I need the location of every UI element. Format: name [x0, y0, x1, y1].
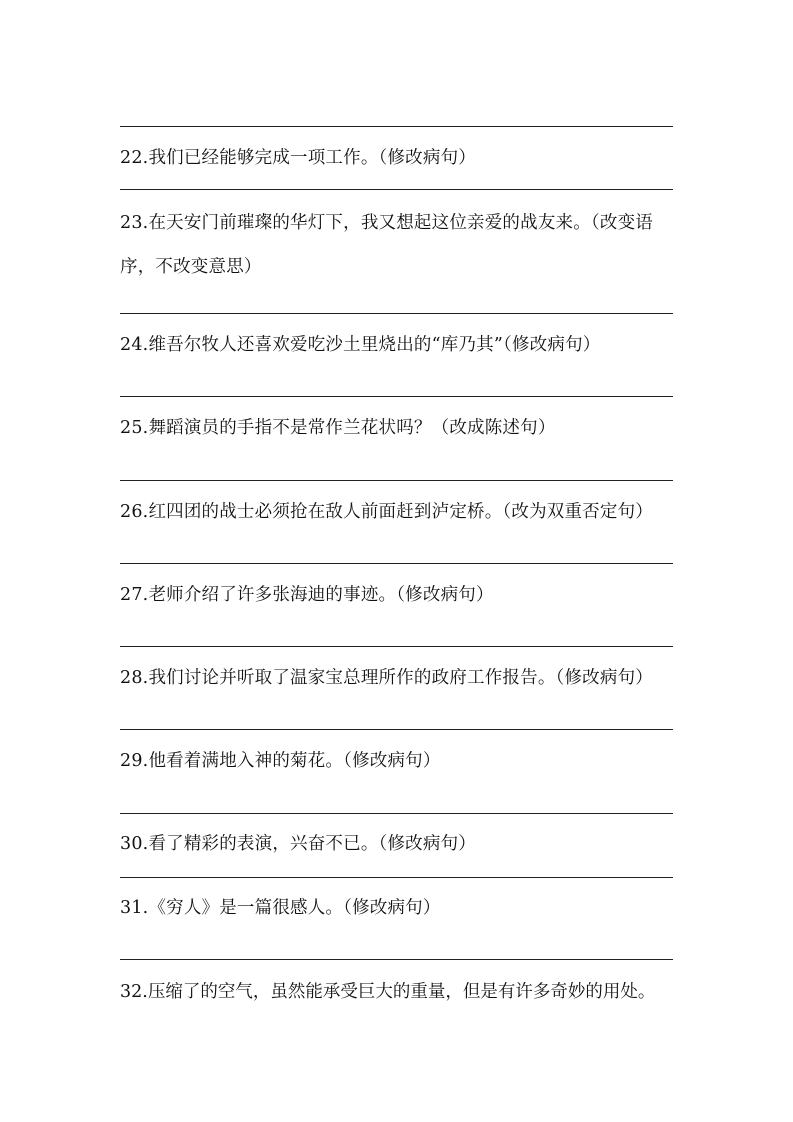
answer-line — [120, 813, 673, 814]
answer-line — [120, 959, 673, 960]
question-23 — [120, 201, 676, 289]
question-text: 老师介绍了许多张海迪的事迹。（修改病句） — [148, 585, 494, 605]
question-text: 我们讨论并听取了温家宝总理所作的政府工作报告。（修改病句） — [148, 668, 653, 688]
question-29 — [120, 741, 676, 781]
question-text: 维吾尔牧人还喜欢爱吃沙土里烧出的“库乃其”（修改病句） — [148, 335, 601, 355]
answer-line — [120, 877, 673, 878]
question-number: 29. — [120, 751, 149, 771]
question-text: 看了精彩的表演，兴奋不已。（修改病句） — [148, 834, 476, 854]
question-28 — [120, 658, 676, 698]
answer-line — [120, 189, 673, 190]
question-number: 22. — [120, 148, 149, 168]
question-number: 27. — [120, 585, 149, 605]
question-24 — [120, 325, 676, 365]
answer-line — [120, 126, 673, 127]
question-25 — [120, 408, 676, 448]
question-text: 他看着满地入神的菊花。（修改病句） — [148, 751, 441, 771]
question-32 — [120, 972, 676, 1012]
question-number: 26. — [120, 502, 149, 522]
answer-line — [120, 480, 673, 481]
question-text: 舞蹈演员的手指不是常作兰花状吗？（改成陈述句） — [148, 418, 556, 438]
question-number: 28. — [120, 668, 149, 688]
question-number: 25. — [120, 418, 149, 438]
question-text: 红四团的战士必须抢在敌人前面赶到泸定桥。（改为双重否定句） — [148, 502, 653, 522]
question-number: 24. — [120, 335, 149, 355]
answer-line — [120, 563, 673, 564]
question-number: 32. — [120, 982, 148, 1002]
question-26 — [120, 492, 676, 532]
question-30 — [120, 824, 676, 864]
answer-line — [120, 313, 673, 314]
question-number: 30. — [120, 834, 149, 854]
question-text: 我们已经能够完成一项工作。（修改病句） — [148, 148, 476, 168]
answer-line — [120, 396, 673, 397]
question-22 — [120, 138, 676, 178]
question-27 — [120, 575, 676, 615]
question-number: 31. — [120, 898, 149, 918]
question-31 — [120, 888, 676, 928]
answer-line — [120, 646, 673, 647]
question-number: 23. — [120, 213, 149, 233]
question-text: 压缩了的空气，虽然能承受巨大的重量，但是有许多奇妙的用处。 — [147, 982, 656, 1002]
question-text: 《穷人》是一篇很感人。（修改病句） — [148, 898, 441, 918]
answer-line — [120, 729, 673, 730]
question-text: 在天安门前璀璨的华灯下，我又想起这位亲爱的战友来。（改变语序，不改变意思） — [120, 213, 653, 277]
